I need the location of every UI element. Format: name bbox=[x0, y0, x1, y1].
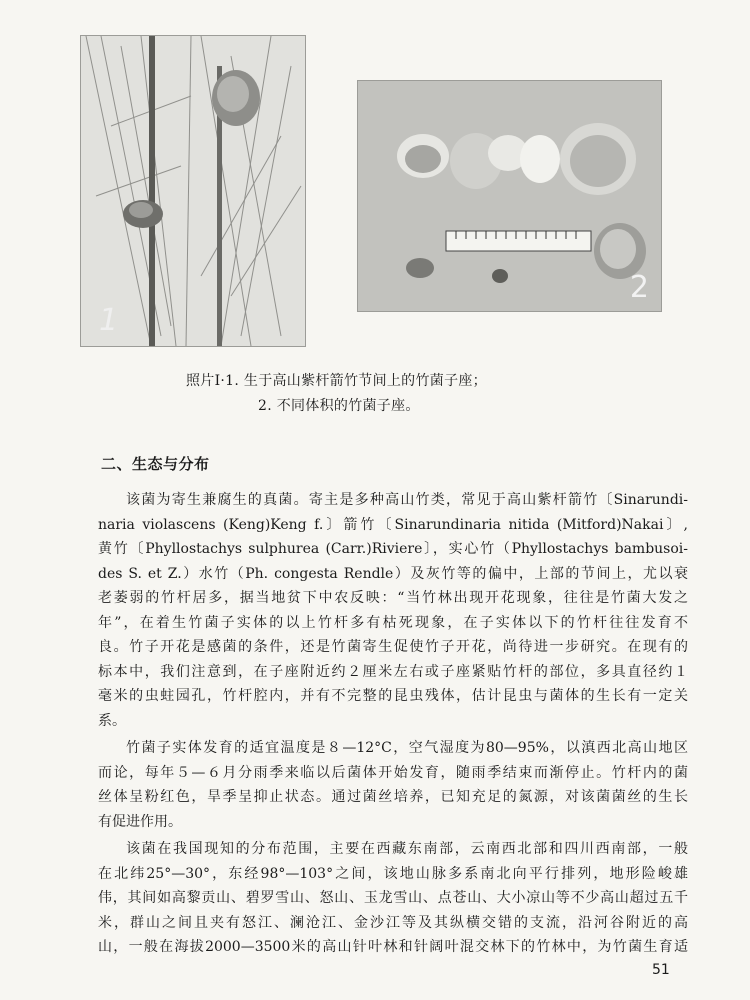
text-line: 良。竹子开花是感菌的条件，还是竹菌寄生促使竹子开花，尚待进一步研究。在现有的 bbox=[98, 639, 688, 655]
text-line: 丝体呈粉红色，旱季呈抑止状态。通过菌丝培养，已知充足的氮源，对该菌菌丝的生长 bbox=[98, 789, 688, 805]
text-line: 该菌为寄生兼腐生的真菌。寄主是多种高山竹类，常见于高山紫杆箭竹〔Sinarundi- bbox=[126, 492, 688, 508]
text-line: 老萎弱的竹杆居多，据当地贫下中农反映：“当竹林出现开花现象，往往是竹菌大发之 bbox=[98, 590, 688, 606]
section-heading: 二、生态与分布 bbox=[101, 455, 210, 473]
text-line: 年”，在着生竹菌子实体的以上竹杆多有枯死现象，在子实体以下的竹杆往往发育不 bbox=[98, 614, 688, 631]
text-line: 黄竹〔Phyllostachys sulphurea (Carr.)Riviere〕，实心竹（Phyllostachys bambusoi- bbox=[98, 541, 688, 557]
text-line: 山，一般在海拔2000—3500米的高山针叶林和针阔叶混交林下的竹林中，为竹菌生育适 bbox=[98, 939, 688, 955]
photo-1-number: 1 bbox=[99, 303, 119, 338]
photo-1 bbox=[80, 35, 306, 347]
photo-2-number: 2 bbox=[629, 270, 649, 305]
text-line: 系。 bbox=[98, 712, 126, 729]
page-number: 51 bbox=[652, 962, 670, 978]
body-text bbox=[98, 488, 688, 960]
photo-2-illustration bbox=[358, 81, 661, 311]
text-line: 毫米的虫蛀园孔，竹杆腔内，并有不完整的昆虫残体，估计昆虫与菌体的生长有一定关 bbox=[98, 688, 688, 704]
text-line: 有促进作用。 bbox=[98, 813, 182, 830]
text-line: 竹菌子实体发育的适宜温度是８—12°C，空气湿度为80—95%，以滇西北高山地区 bbox=[126, 740, 688, 756]
photo-1-illustration bbox=[81, 36, 305, 346]
photo-caption-line-1: 照片Ⅰ·1. 生于高山紫杆箭竹节间上的竹菌子座； bbox=[186, 373, 487, 389]
text-line: 伟，其间如高黎贡山、碧罗雪山、怒山、玉龙雪山、点苍山、大小凉山等不少高山超过五千 bbox=[98, 890, 688, 906]
photo-caption-line-2: 2. 不同体积的竹菌子座。 bbox=[258, 398, 420, 414]
text-line: 米，群山之间且夹有怒江、澜沧江、金沙江等及其纵横交错的支流，沿河谷附近的高 bbox=[98, 914, 688, 931]
text-line: 而论，每年５—６月分雨季来临以后菌体开始发育，随雨季结束而渐停止。竹杆内的菌 bbox=[98, 764, 688, 781]
photo-2 bbox=[357, 80, 662, 312]
text-line: 在北纬25°—30°，东经98°—103°之间，该地山脉多系南北向平行排列，地形险峻雄 bbox=[98, 865, 688, 882]
text-line: des S. et Z.）水竹（Ph. congesta Rendle）及灰竹等的偏中，上部的节间上，尤以衰 bbox=[98, 565, 688, 582]
text-line: 标本中，我们注意到，在子座附近约２厘米左右或子座紧贴竹杆的部位，多具直径约１ bbox=[98, 663, 688, 680]
text-line: 该菌在我国现知的分布范围，主要在西藏东南部，云南西北部和四川西南部，一般 bbox=[126, 841, 688, 857]
text-line: naria violascens (Keng)Keng f.〕箭竹〔Sinarundinaria nitida (Mitford)Nakai〕, bbox=[98, 516, 688, 533]
